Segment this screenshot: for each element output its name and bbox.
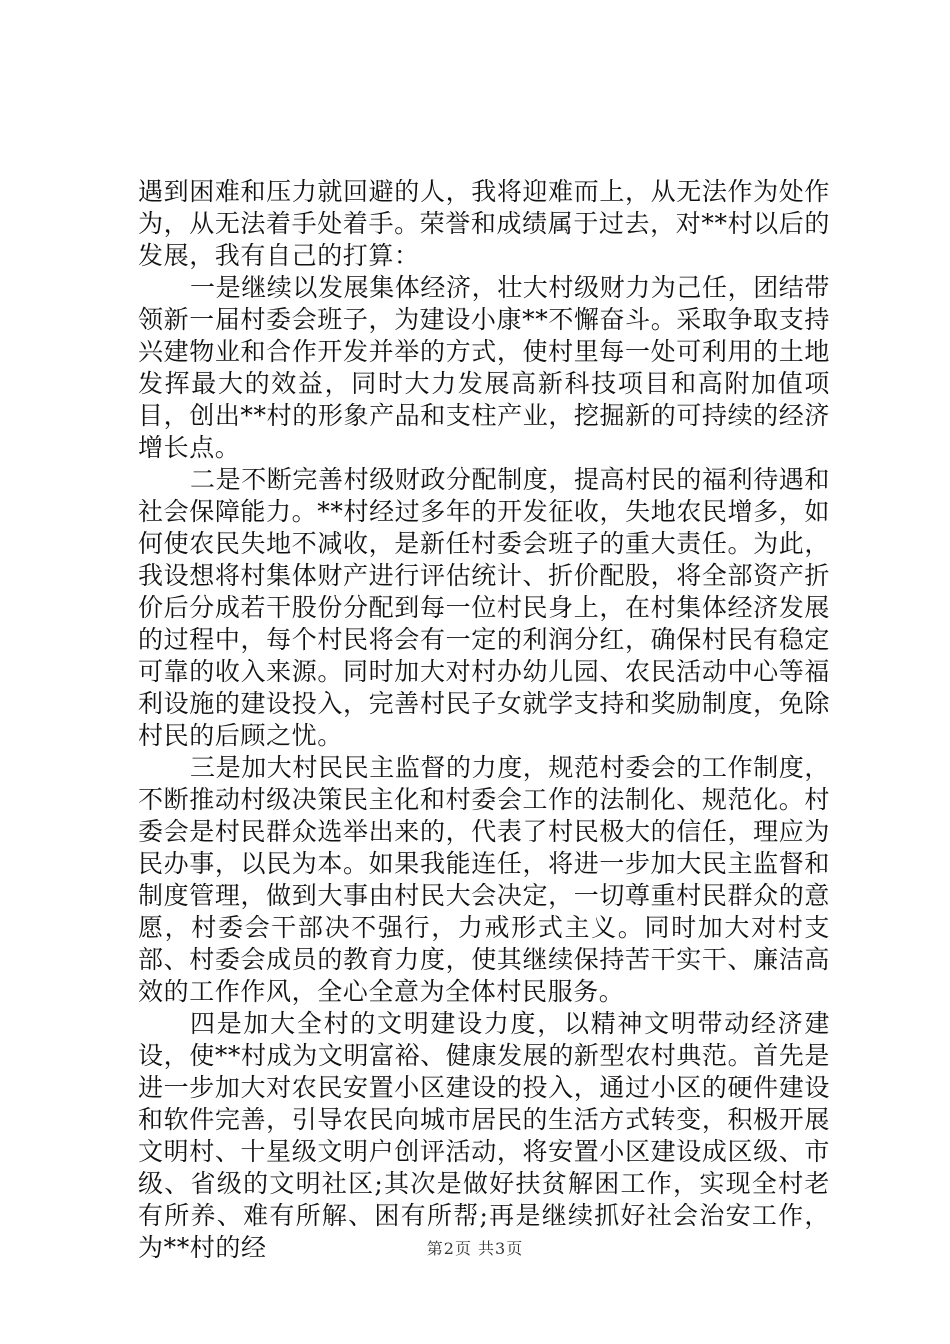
paragraph-item-four: 四是加大全村的文明建设力度，以精神文明带动经济建设，使**村成为文明富裕、健康发展的新型农村典范。首先是进一步加大对农民安置小区建设的投入，通过小区的硬件建设和软件完善，引导农民向城市居民的生活方式转变，积极开展文明村、十星级文明户创评活动，将安置小区建设成区级、市级、省级的文明社区;其次是做好扶贫解困工作，实现全村老有所养、难有所解、困有所帮;再是继续抓好社会治安工作，为**村的经 <box>138 1009 830 1262</box>
paragraph-continuation: 遇到困难和压力就回避的人，我将迎难而上，从无法作为处作为，从无法着手处着手。荣誉和成绩属于过去，对**村以后的发展，我有自己的打算： <box>138 177 830 270</box>
paragraph-item-one: 一是继续以发展集体经济，壮大村级财力为己任，团结带领新一届村委会班子，为建设小康**不懈奋斗。采取争取支持兴建物业和合作开发并举的方式，使村里每一处可利用的土地发挥最大的效益，同时大力发展高新科技项目和高附加值项目，创出**村的形象产品和支柱产业，挖掘新的可持续的经济增长点。 <box>138 273 831 462</box>
paragraph-item-three: 三是加大村民民主监督的力度，规范村委会的工作制度，不断推动村级决策民主化和村委会工作的法制化、规范化。村委会是村民群众选举出来的，代表了村民极大的信任，理应为民办事，以民为本。如果我能连任，将进一步加大民主监督和制度管理，做到大事由村民大会决定，一切尊重村民群众的意愿，村委会干部决不强行，力戒形式主义。同时加大对村支部、村委会成员的教育力度，使其继续保持苦干实干、廉洁高效的工作作风，全心全意为全体村民服务。 <box>138 753 831 1006</box>
page-number-footer: 第2页 共3页 <box>426 1239 524 1258</box>
document-body <box>138 176 830 1264</box>
paragraph-item-two: 二是不断完善村级财政分配制度，提高村民的福利待遇和社会保障能力。**村经过多年的开发征收，失地农民增多，如何使农民失地不减收，是新任村委会班子的重大责任。为此，我设想将村集体财产进行评估统计、折价配股，将全部资产折价后分成若干股份分配到每一位村民身上，在村集体经济发展的过程中，每个村民将会有一定的利润分红，确保村民有稳定可靠的收入来源。同时加大对村办幼儿园、农民活动中心等福利设施的建设投入，完善村民子女就学支持和奖励制度，免除村民的后顾之忧。 <box>138 465 831 750</box>
